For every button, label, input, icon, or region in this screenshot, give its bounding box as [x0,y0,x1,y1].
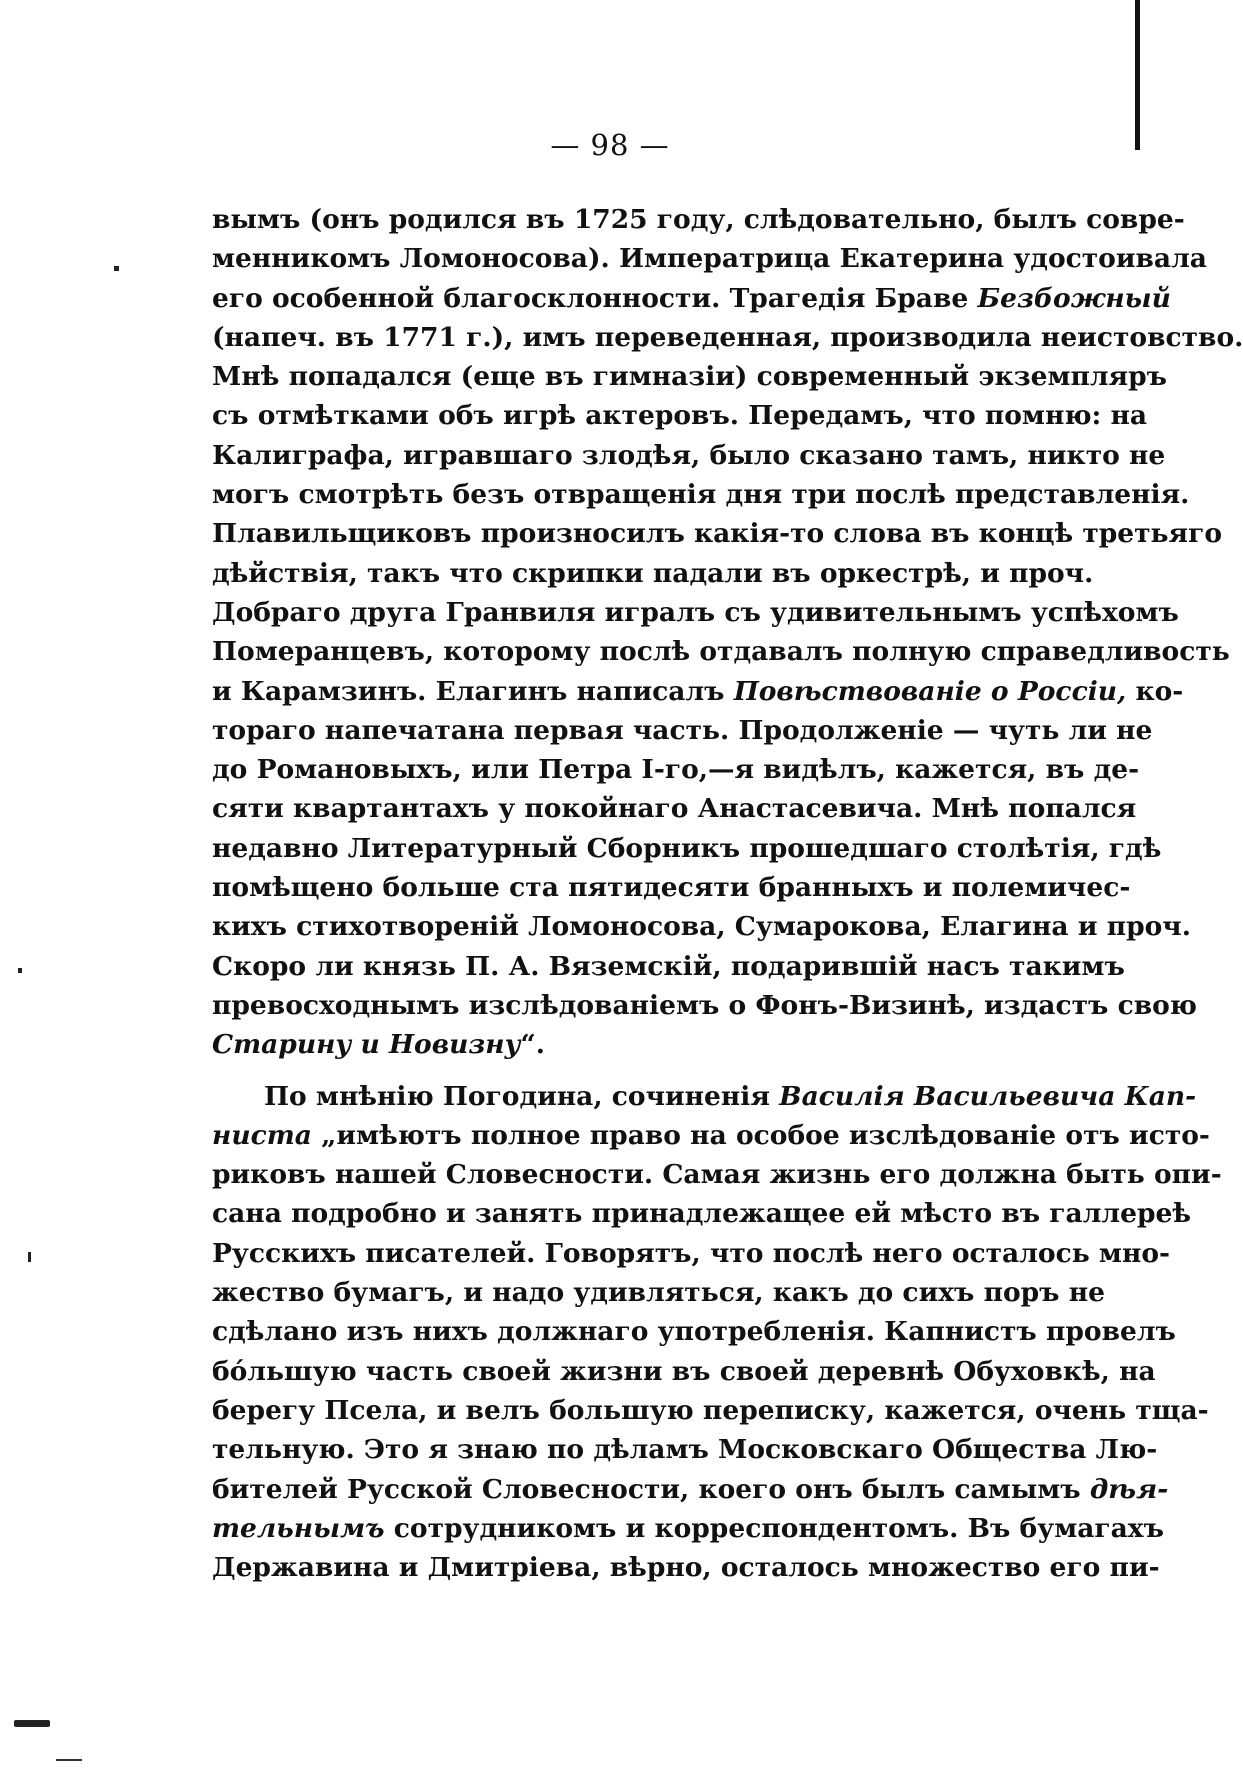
italic-segment: тельнымъ [212,1512,385,1544]
text-segment: Державина и Дмитріева, вѣрно, осталось множество его пи- [212,1552,1160,1584]
text-segment: (напеч. въ 1771 г.), имъ переведенная, производила неистовство. [212,321,1243,353]
text-segment: сана подробно и занять принадлежащее ей мѣсто въ галлереѣ [212,1198,1191,1230]
text-segment: Калиграфа, игравшаго злодѣя, было сказано тамъ, никто не [212,439,1166,471]
text-line [212,279,1171,318]
text-segment: Померанцевъ, которому послѣ отдавалъ полную справедливость [212,636,1230,668]
italic-segment: Василія Васильевича Кап- [779,1080,1197,1112]
page-number: — 98 — [550,128,670,162]
paragraph-gap [212,1065,1030,1077]
text-line [212,1430,1158,1469]
text-line [212,593,1179,632]
text-line [212,632,1230,671]
text-segment: съ отмѣтками объ игрѣ актеровъ. Передамъ, что помню: на [212,400,1148,432]
margin-speck [28,1252,31,1262]
text-line [212,1352,1156,1391]
text-line [212,907,1191,946]
text-line [212,711,1153,750]
italic-segment: Безбожный [977,282,1171,314]
body-text [212,200,1243,1587]
italic-segment: ниста [212,1119,312,1151]
text-line [212,1234,1171,1273]
text-segment: до Романовыхъ, или Петра І-го,—я видѣлъ, кажется, въ де- [212,754,1140,786]
text-line [212,318,1243,357]
text-line [212,200,1185,239]
text-line [212,672,1184,711]
text-segment: его особенной благосклонности. Трагедія Браве [212,282,978,314]
text-segment: недавно Литературный Сборникъ прошедшаго столѣтія, гдѣ [212,832,1162,864]
italic-segment: Повѣствованіе о Россіи, [733,675,1127,707]
text-line [212,1470,1169,1509]
text-line [212,1391,1209,1430]
corner-smudge [14,1720,50,1727]
text-segment: По мнѣнію Погодина, сочиненія [264,1080,780,1112]
text-line [212,1025,1030,1064]
footer-rule [56,1759,82,1761]
text-segment: риковъ нашей Словесности. Самая жизнь его должна быть опи- [212,1159,1222,1191]
text-segment: бóльшую часть своей жизни въ своей деревнѣ Обуховкѣ, на [212,1355,1156,1387]
text-line [212,1548,1160,1587]
text-line [212,868,1131,907]
text-segment: тельную. Это я знаю по дѣламъ Московскаго Общества Лю- [212,1434,1158,1466]
text-line [212,947,1125,986]
text-line [212,554,1094,593]
text-segment: Русскихъ писателей. Говорятъ, что послѣ него осталось мно- [212,1237,1171,1269]
text-line [212,829,1162,868]
text-segment: и Карамзинъ. Елагинъ написалъ [212,675,734,707]
margin-speck [114,266,119,271]
text-line [212,1116,1210,1155]
text-segment: жество бумагъ, и надо удивляться, какъ до сихъ поръ не [212,1277,1105,1309]
text-line [212,1077,1197,1116]
text-segment: ко- [1126,675,1184,707]
text-line [212,475,1190,514]
text-segment: сяти квартантахъ у покойнаго Анастасевича. Мнѣ попался [212,793,1137,825]
text-segment: сотрудникомъ и корреспондентомъ. Въ бумагахъ [384,1512,1164,1544]
text-segment: Мнѣ попадался (еще въ гимназіи) современный экземпляръ [212,361,1167,393]
text-segment: Скоро ли князь П. А. Вяземскій, подарившій насъ такимъ [212,950,1125,982]
text-segment: кихъ стихотвореній Ломоносова, Сумарокова, Елагина и проч. [212,911,1191,943]
text-segment: дѣйствія, такъ что скрипки падали въ оркестрѣ, и проч. [212,557,1094,589]
text-line [212,1155,1222,1194]
text-line [212,514,1223,553]
text-segment: вымъ (онъ родился въ 1725 году, слѣдовательно, былъ совре- [212,204,1185,235]
text-line [212,750,1140,789]
text-segment: могъ смотрѣть безъ отвращенія дня три послѣ представленія. [212,479,1190,511]
text-segment: Плавильщиковъ произносилъ какія-то слова въ концѣ третьяго [212,518,1223,550]
text-segment: “. [520,1029,545,1061]
text-line [212,1509,1164,1548]
text-segment: берегу Псела, и велъ большую переписку, кажется, очень тща- [212,1394,1209,1426]
text-line [212,789,1137,828]
text-line [212,357,1167,396]
text-segment: менникомъ Ломоносова). Императрица Екатерина удостоивала [212,243,1207,275]
text-segment: „имѣютъ полное право на особое изслѣдованіе отъ исто- [311,1119,1210,1151]
italic-segment: дѣя- [1089,1473,1169,1505]
text-line [212,1312,1176,1351]
margin-speck [18,968,22,973]
text-segment: бителей Русской Словесности, коего онъ былъ самымъ [212,1473,1090,1505]
text-segment: тораго напечатана первая часть. Продолженіе — чуть ли не [212,714,1153,746]
text-segment: сдѣлано изъ нихъ должнаго употребленія. Капнистъ провелъ [212,1316,1176,1348]
text-line [212,1273,1105,1312]
text-segment: превосходнымъ изслѣдованіемъ о Фонъ-Визинѣ, издастъ свою [212,989,1197,1021]
text-segment: помѣщено больше ста пятидесяти бранныхъ и полемичес- [212,872,1131,904]
italic-segment: Старину и Новизну [212,1029,521,1061]
text-line [212,436,1166,475]
text-line [212,239,1207,278]
text-line [212,396,1148,435]
text-segment: Добраго друга Гранвиля игралъ съ удивительнымъ успѣхомъ [212,596,1179,628]
text-line [212,1194,1191,1233]
text-line [212,986,1197,1025]
